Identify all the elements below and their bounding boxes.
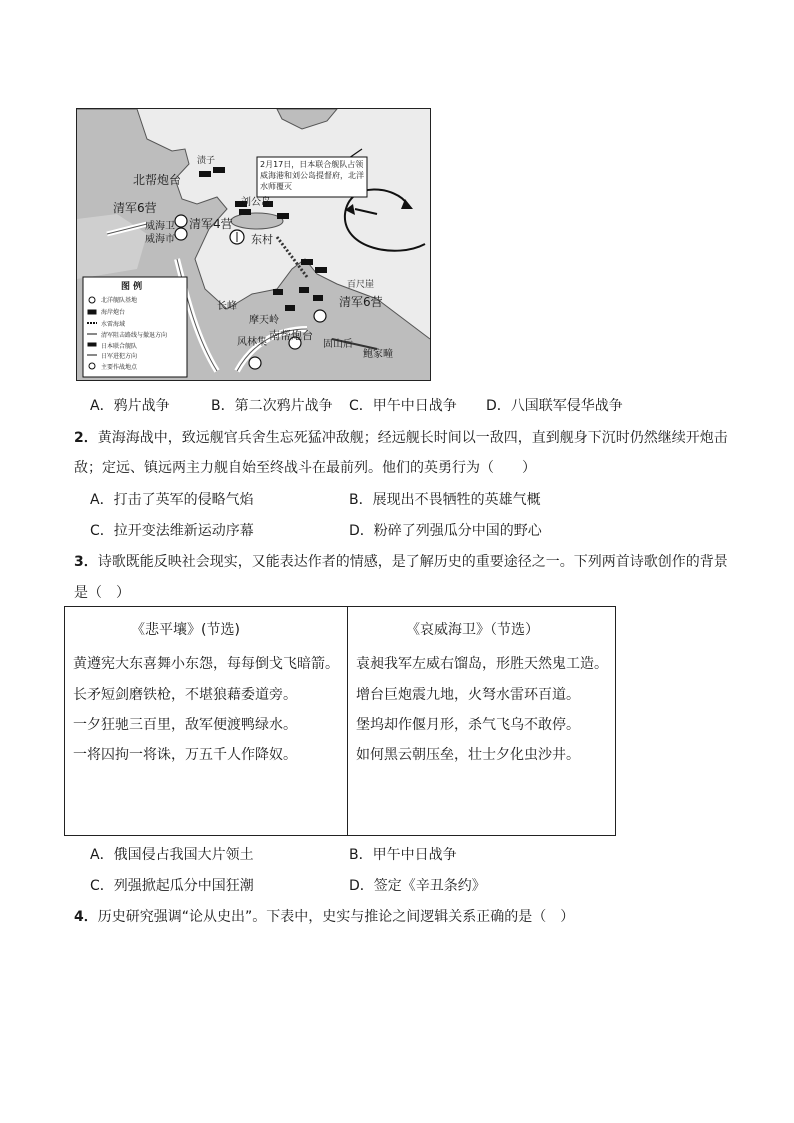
poem2-title: 《哀威海卫》（节选） xyxy=(406,622,539,638)
map-label-qingjun4: 清军4营 xyxy=(189,217,233,231)
map-label-dongcun: 东村 xyxy=(251,233,273,246)
map-label-liugongdao: 刘公岛 xyxy=(241,197,271,208)
legend-item: 清军阻击路线与撤退方向 xyxy=(101,332,168,339)
poem-table xyxy=(64,606,616,836)
legend-item: 日本联合舰队 xyxy=(101,343,138,350)
q3-option-c[interactable]: C．列强掀起瓜分中国狂潮 xyxy=(90,878,254,894)
q2-text-1: 黄海海战中，致远舰官兵舍生忘死猛冲敌舰；经远舰长时间以一敌四，直到舰身下沉时仍然继续开炮击 xyxy=(97,430,728,446)
q3-option-d[interactable]: D．签定《辛丑条约》 xyxy=(349,878,486,894)
poem1-line: 一夕狂驰三百里，敌军便渡鸭绿水。 xyxy=(73,717,297,733)
q1-option-b[interactable]: B．第二次鸦片战争 xyxy=(211,398,333,414)
q2-number: 2． xyxy=(74,430,98,446)
q2-text-2: 敌；定远、镇远两主力舰自始至终战斗在最前列。他们的英勇行为（ ） xyxy=(74,460,536,476)
q3-option-b[interactable]: B．甲午中日战争 xyxy=(349,847,457,863)
q4-stem xyxy=(74,906,574,926)
poem1-line: 黄遵宪大东喜舞小东怨，每每倒戈飞暗箭。 xyxy=(73,656,339,672)
q1-option-a[interactable]: A．鸦片战争 xyxy=(90,398,170,414)
q2-option-d[interactable]: D．粉碎了列强瓜分中国的野心 xyxy=(349,523,542,539)
map-label-baojiatuan: 鲍家疃 xyxy=(363,349,393,360)
arrow-head xyxy=(401,199,413,209)
q1-option-c[interactable]: C．甲午中日战争 xyxy=(349,398,457,414)
legend-item: 主要作战地点 xyxy=(101,364,138,371)
poem-cell-2 xyxy=(348,607,615,835)
poem2-line: 袁昶我军左威右馏岛，形胜天然鬼工造。 xyxy=(356,656,608,672)
q2-option-b[interactable]: B．展现出不畏牺牲的英雄气概 xyxy=(349,492,541,508)
q2-option-c[interactable]: C．拉开变法维新运动序幕 xyxy=(90,523,254,539)
q3-option-a[interactable]: A．俄国侵占我国大片领土 xyxy=(90,847,254,863)
q1-option-d[interactable]: D．八国联军侵华战争 xyxy=(486,398,623,414)
poem2-line: 堡坞却作偃月形，杀气飞乌不敢停。 xyxy=(356,717,580,733)
poem2-line: 如何黑云朝压垒，壮士夕化虫沙井。 xyxy=(356,747,580,763)
legend-item: 北洋舰队基地 xyxy=(101,297,138,304)
map-label-weihaiwei: 威海卫 xyxy=(145,221,175,232)
legend-title: 图 例 xyxy=(121,282,143,292)
q4-number: 4． xyxy=(74,909,98,925)
map-label-gushanhou: 固山后 xyxy=(323,339,353,350)
q3-text-2: 是（ ） xyxy=(74,585,130,601)
liugong-island-shape xyxy=(231,213,283,229)
map-label-zhizi: 渍子 xyxy=(197,156,216,166)
poem1-line: 一将囚拘一将诛，万五千人作降奴。 xyxy=(73,747,297,763)
map-label-baichiya: 百尺崖 xyxy=(347,280,375,290)
poem-cell-1 xyxy=(65,607,348,835)
q3-number: 3． xyxy=(74,554,98,570)
map-label-qingjun6-left: 清军6营 xyxy=(113,201,157,215)
japanese-fleet-arrow xyxy=(345,189,425,250)
legend-item: 海岸炮台 xyxy=(101,309,126,316)
map-label-qingjun6-right: 清军6营 xyxy=(339,295,383,309)
north-coast-shape xyxy=(277,109,337,129)
map-label-fenglinji: 风林集 xyxy=(237,337,267,348)
q3-text-1: 诗歌既能反映社会现实，又能表达作者的情感，是了解历史的重要途径之一。下列两首诗歌创作的背景 xyxy=(97,554,728,570)
map-label-weihaishi: 威海市 xyxy=(145,234,175,245)
q2-option-a[interactable]: A．打击了英军的侵略气焰 xyxy=(90,492,254,508)
poem2-line: 增台巨炮震九地，火弩水雷环百道。 xyxy=(356,687,580,703)
legend-item: 水雷海域 xyxy=(101,321,126,328)
legend-item: 日军进犯方向 xyxy=(101,353,138,360)
q4-text: 历史研究强调“论从史出”。下表中，史实与推论之间逻辑关系正确的是（ ） xyxy=(97,909,575,925)
q3-stem-line1 xyxy=(74,551,728,571)
fleet-arrow-2 xyxy=(355,209,377,214)
map-label-changfeng: 长峰 xyxy=(217,301,237,312)
map-label-beibang: 北帮炮台 xyxy=(133,173,182,187)
map-label-motianling: 摩天岭 xyxy=(249,315,279,326)
poem1-title: 《悲平壤》(节选) xyxy=(131,622,240,638)
battle-map-figure xyxy=(76,108,431,381)
map-label-nanbang: 南帮炮台 xyxy=(269,329,313,342)
poem1-line: 长矛短剑磨铁枪，不堪狼藉委道旁。 xyxy=(73,687,297,703)
q2-stem-line1 xyxy=(74,427,728,447)
map-callout-text: 2月17日，日本联合舰队占领威海港和刘公岛提督府，北洋水师覆灭 xyxy=(260,160,364,191)
